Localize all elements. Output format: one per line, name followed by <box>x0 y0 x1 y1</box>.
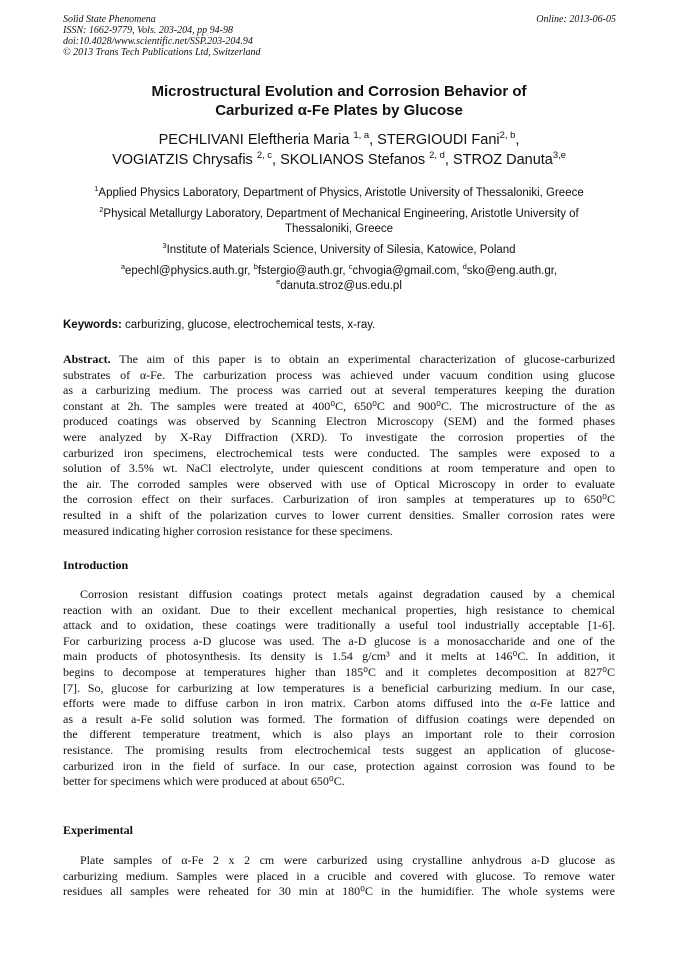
author-separator: , <box>515 132 520 148</box>
author-separator: , <box>369 132 378 148</box>
author-name: STROZ Danuta <box>452 152 553 168</box>
introduction-line: begins to decompose at temperatures higher than 185⁰C and it completes decomposition at 827⁰C <box>63 664 615 679</box>
introduction-line: efforts were made to diffuse carbon in iron matrix. Carbon atoms diffused into the α-Fe lattice and <box>63 696 615 711</box>
author-affiliation-mark: 3,e <box>552 149 566 161</box>
abstract-line: as a carburizing medium. The process was carried out at several temperatures keeping the duration <box>63 383 615 398</box>
email-link[interactable]: danuta.stroz@us.edu.pl <box>280 280 402 292</box>
abstract-line: resulted in a shift of the polarization curves to lower current densities. Smaller corrosion rates were <box>63 507 615 522</box>
journal-issn: ISSN: 1662-9779, Vols. 203-204, pp 94-98 <box>63 25 233 36</box>
abstract-text: The aim of this paper is to obtain an experimental characterization of glucose-carburized <box>110 352 615 366</box>
author-affiliation-mark: 2, b <box>499 129 516 141</box>
affiliation-2 <box>60 207 618 237</box>
author-separator: , <box>272 152 281 168</box>
author-affiliation-mark: 2, c <box>256 149 272 161</box>
author-affiliation-mark: 1, a <box>353 129 370 141</box>
introduction-line: For carburizing process a-D glucose was used. The a-D glucose is a monosaccharide and one of the <box>63 633 615 648</box>
experimental-body <box>63 853 615 900</box>
affiliation-mark: 1 <box>94 184 99 194</box>
title-line-1: Microstructural Evolution and Corrosion Behavior of <box>151 83 527 100</box>
email-mark: c <box>348 262 353 272</box>
email-link[interactable]: sko@eng.auth.gr, <box>466 265 558 277</box>
email-mark: b <box>253 262 258 272</box>
abstract-line <box>63 352 615 368</box>
introduction-body <box>63 587 615 790</box>
affiliation-3 <box>60 243 618 258</box>
author-name: VOGIATZIS Chrysafis <box>112 152 253 168</box>
introduction-heading: Introduction <box>63 558 129 572</box>
author-list <box>50 130 628 170</box>
author-line-2 <box>50 150 628 170</box>
email-link[interactable]: fstergio@auth.gr, <box>257 265 349 277</box>
abstract-line: carburized iron specimens, electrochemical tests were conducted. The samples were exposed to a <box>63 445 615 460</box>
experimental-heading: Experimental <box>63 823 133 837</box>
author-line-1 <box>50 130 628 150</box>
author-name: STERGIOUDI Fani <box>377 132 500 148</box>
author-separator: , <box>444 152 453 168</box>
email-list <box>60 264 618 294</box>
abstract-line: substrates of α-Fe. The carburization process was achieved under vacuum condition using glucose <box>63 367 615 382</box>
author-name: PECHLIVANI Eleftheria Maria <box>158 132 350 148</box>
introduction-line: [7]. So, glucose for carburizing at low temperatures is a beneficial carburizing medium. In our case, <box>63 680 615 695</box>
abstract-line: were analyzed by X-Ray Diffraction (XRD). To investigate the corrosion properties of the <box>63 429 615 444</box>
email-mark: a <box>120 262 126 272</box>
abstract-line: constant at 2h. The samples were treated at 400⁰C, 650⁰C and 900⁰C. The microstructure of the as <box>63 398 615 413</box>
experimental-line: residues all samples were reheated for 30 min at 180⁰C in the humidifier. The whole systems were <box>63 884 615 899</box>
online-date: Online: 2013-06-05 <box>536 14 616 25</box>
abstract-line: the corrosion effect on their surfaces. Carburization of iron samples at temperatures up to 650⁰C <box>63 492 615 507</box>
introduction-line: attack and to oxidation, these coatings were traditionally a useful tool industrially acceptable [1-6]. <box>63 618 615 633</box>
abstract <box>63 352 615 539</box>
affiliation-text: Physical Metallurgy Laboratory, Department of Mechanical Engineering, Aristotle University of <box>103 208 579 220</box>
journal-header <box>63 14 261 58</box>
introduction-line: resistance. The promising results from electrochemical tests suggest an application of glucose- <box>63 742 615 757</box>
experimental-line: Plate samples of α-Fe 2 x 2 cm were carburized using crystalline anhydrous a-D glucose as <box>80 853 615 867</box>
keywords-text: carburizing, glucose, electrochemical tests, x-ray. <box>121 319 376 331</box>
affiliation-mark: 2 <box>99 205 104 215</box>
abstract-line: produced coatings was observed by Scanning Electron Microscopy (SEM) and the formed phases <box>63 414 615 429</box>
introduction-line: Corrosion resistant diffusion coatings protect metals against degradation caused by a chemical <box>80 587 615 601</box>
journal-name: Solid State Phenomena <box>63 14 156 25</box>
keywords <box>63 318 615 333</box>
introduction-line: reaction with an oxidant. Due to their excellent mechanical properties, high resistance to chemical <box>63 602 615 617</box>
author-affiliation-mark: 2, d <box>429 149 445 161</box>
email-link[interactable]: chvogia@gmail.com, <box>352 265 463 277</box>
experimental-line: carburizing medium. Samples were placed in a crucible and covered with glucose. To remove water <box>63 868 615 883</box>
abstract-label: Abstract. <box>63 352 111 366</box>
introduction-line: better for specimens which were produced at about 650⁰C. <box>63 774 345 789</box>
abstract-line: measured indicating higher corrosion resistance for these specimens. <box>63 523 393 538</box>
affiliation-text-cont: Thessaloniki, Greece <box>284 223 394 235</box>
abstract-line: the air. The corroded samples were observed with use of Optical Microscopy in order to evaluate <box>63 476 615 491</box>
abstract-line: solution of 3.5% wt. NaCl electrolyte, under quiescent conditions at room temperature and open to <box>63 461 615 476</box>
keywords-label: Keywords: <box>63 319 122 331</box>
email-mark: e <box>276 277 281 287</box>
introduction-line: main products of photosynthesis. Its density is 1.54 g/cm³ and it melts at 146⁰C. In addition, it <box>63 649 615 664</box>
email-mark: d <box>462 262 467 272</box>
affiliation-text: Applied Physics Laboratory, Department of Physics, Aristotle University of Thessaloniki, Greece <box>98 187 584 199</box>
journal-doi: doi:10.4028/www.scientific.net/SSP.203-204.94 <box>63 36 253 47</box>
introduction-line: the different temperature treatment, which is also plays an important role to their corrosion <box>63 727 615 742</box>
author-name: SKOLIANOS Stefanos <box>280 152 426 168</box>
paper-title <box>60 82 618 120</box>
title-line-2: Carburized α-Fe Plates by Glucose <box>215 102 463 119</box>
affiliation-1 <box>60 186 618 201</box>
affiliation-text: Institute of Materials Science, University of Silesia, Katowice, Poland <box>166 244 516 256</box>
introduction-line: as a result a-Fe solid solution was formed. The formation of diffusion coatings were depended on <box>63 711 615 726</box>
email-link[interactable]: epechl@physics.auth.gr, <box>125 265 254 277</box>
journal-copyright: © 2013 Trans Tech Publications Ltd, Switzerland <box>63 47 261 58</box>
affiliation-mark: 3 <box>162 241 167 251</box>
introduction-line: carburized iron in the field of surface. In our case, protection against corrosion was found to be <box>63 758 615 773</box>
